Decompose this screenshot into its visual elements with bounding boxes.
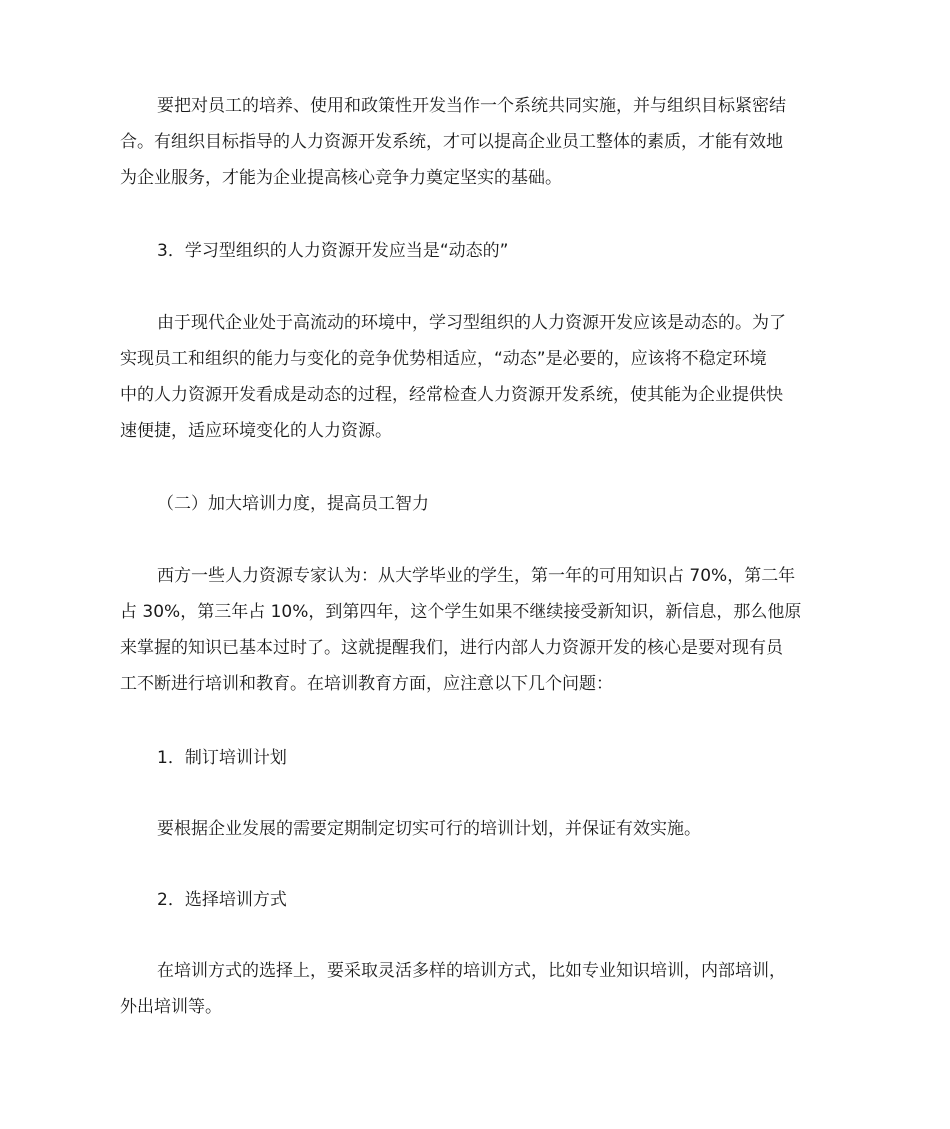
text-line: 中的人力资源开发看成是动态的过程，经常检查人力资源开发系统，使其能为企业提供快 bbox=[120, 385, 783, 405]
text-line: 来掌握的知识已基本过时了。这就提醒我们，进行内部人力资源开发的核心是要对现有员 bbox=[120, 638, 783, 658]
paragraph-training-plan bbox=[120, 811, 832, 847]
text-line: 在培训方式的选择上，要采取灵活多样的培训方式，比如专业知识培训，内部培训， bbox=[157, 961, 786, 981]
text-line: 占 30%，第三年占 10%，到第四年，这个学生如果不继续接受新知识，新信息，那么他原 bbox=[120, 602, 802, 622]
text-line: 外出培训等。 bbox=[120, 997, 222, 1017]
paragraph-system-implementation bbox=[120, 88, 832, 196]
text-line: 西方一些人力资源专家认为：从大学毕业的学生，第一年的可用知识占 70%，第二年 bbox=[157, 566, 796, 586]
text-line: 要根据企业发展的需要定期制定切实可行的培训计划，并保证有效实施。 bbox=[157, 819, 701, 839]
heading-text: （二）加大培训力度，提高员工智力 bbox=[157, 494, 429, 514]
paragraph-knowledge-decay bbox=[120, 558, 832, 702]
text-line: 工不断进行培训和教育。在培训教育方面，应注意以下几个问题： bbox=[120, 674, 613, 694]
heading-training-intensity bbox=[120, 486, 832, 522]
heading-training-method bbox=[120, 882, 832, 918]
text-line: 为企业服务，才能为企业提高核心竞争力奠定坚实的基础。 bbox=[120, 168, 562, 188]
heading-training-plan bbox=[120, 740, 832, 776]
heading-text: 2．选择培训方式 bbox=[157, 890, 287, 910]
text-line: 由于现代企业处于高流动的环境中，学习型组织的人力资源开发应该是动态的。为了 bbox=[157, 313, 786, 333]
heading-text: 1．制订培训计划 bbox=[157, 748, 287, 768]
paragraph-training-method bbox=[120, 953, 832, 1025]
text-line: 要把对员工的培养、使用和政策性开发当作一个系统共同实施，并与组织目标紧密结 bbox=[157, 96, 786, 116]
text-line: 实现员工和组织的能力与变化的竞争优势相适应，“动态”是必要的，应该将不稳定环境 bbox=[120, 349, 767, 369]
heading-dynamic-development bbox=[120, 233, 832, 269]
text-line: 合。有组织目标指导的人力资源开发系统，才可以提高企业员工整体的素质，才能有效地 bbox=[120, 132, 783, 152]
heading-text: 3．学习型组织的人力资源开发应当是“动态的” bbox=[157, 241, 509, 261]
text-line: 速便捷，适应环境变化的人力资源。 bbox=[120, 421, 392, 441]
paragraph-dynamic-environment bbox=[120, 305, 832, 449]
